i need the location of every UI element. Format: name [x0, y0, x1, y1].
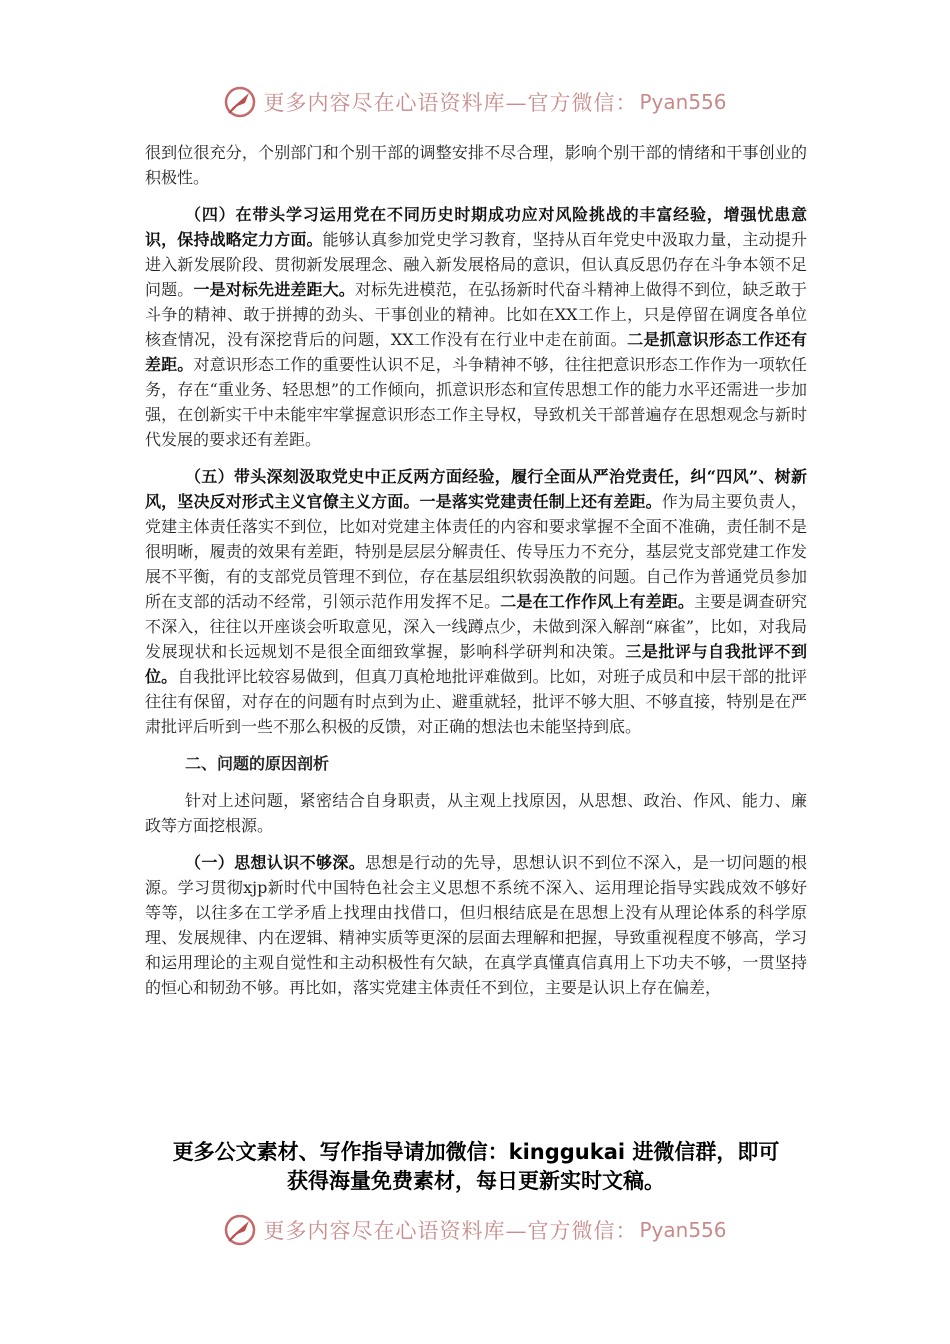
promo-line: 更多公文素材、写作指导请加微信：kinggukai 进微信群，即可 [172, 1140, 780, 1164]
subsection-heading: （一）思想认识不够深。 [185, 853, 366, 872]
document-body [145, 140, 807, 1000]
paragraph: （四）在带头学习运用党在不同历史时期成功应对风险挑战的丰富经验，增强忧患意识，保持战略定力方面。能够认真参加党史学习教育，坚持从百年党史中汲取力量，主动提升进入新发展阶段、贯彻新发展理念、融入新发展格局的意识，但认真反思仍存在斗争本领不足问题。一是对标先进差距大。对标先进模范，在弘扬新时代奋斗精神上做得不到位，缺乏敢于斗争的精神、敢于拼搏的劲头、干事创业的精神。比如在XX工作上，只是停留在调度各单位核查情况，没有深挖背后的问题，XX工作没有在行业中走在前面。二是抓意识形态工作还有差距。对意识形态工作的重要性认识不足，斗争精神不够，往往把意识形态工作作为一项软任务，存在“重业务、轻思想”的工作倾向，抓意识形态和宣传思想工作的能力水平还需进一步加强，在创新实干中未能牢牢掌握意识形态工作主导权，导致机关干部普遍存在思想观念与新时代发展的要求还有差距。 [145, 205, 807, 449]
watermark-account: Pyan556 [639, 1218, 727, 1242]
paragraph: 针对上述问题，紧密结合自身职责，从主观上找原因，从思想、政治、作风、能力、廉政等方面挖根源。 [145, 791, 807, 835]
promo-notice [145, 1138, 807, 1196]
section-heading: 二、问题的原因剖析 [185, 754, 330, 773]
paragraph: （一）思想认识不够深。思想是行动的先导，思想认识不到位不深入，是一切问题的根源。学习贯彻xjp新时代中国特色社会主义思想不系统不深入、运用理论指导实践成效不够好等等，以往多在工学矛盾上找理由找借口，但归根结底是在思想上没有从理论体系的科学原理、发展规律、内在逻辑、精神实质等更深的层面去理解和把握，导致重视程度不够高，学习和运用理论的主观自觉性和主动积极性有欠缺，在真学真懂真信真用上下功夫不够，一贯坚持的恒心和韧劲不够。再比如，落实党建主体责任不到位，主要是认识上存在偏差， [145, 853, 807, 997]
paragraph: （五）带头深刻汲取党史中正反两方面经验，履行全面从严治党责任，纠“四风”、树新风，坚决反对形式主义官僚主义方面。一是落实党建责任制上还有差距。作为局主要负责人，党建主体责任落实不到位，比如对党建主体责任的内容和要求掌握不全面不准确，责任制不是很明晰，履责的效果有差距，特别是层层分解责任、传导压力不充分，基层党支部党建工作发展不平衡，有的支部党员管理不到位，存在基层组织软弱涣散的问题。自己作为普通党员参加所在支部的活动不经常，引领示范作用发挥不足。二是在工作作风上有差距。主要是调查研究不深入，往往以开座谈会听取意见，深入一线蹲点少，未做到深入解剖“麻雀”，比如，对我局发展现状和长远规划不是很全面细致掌握，影响科学研判和决策。三是批评与自我批评不到位。自我批评比较容易做到，但真刀真枪地批评难做到。比如，对班子成员和中层干部的批评往往有保留，对存在的问题有时点到为止、避重就轻，批评不够大胆、不够直接，特别是在严肃批评后听到一些不那么积极的反馈，对正确的想法也未能坚持到底。 [145, 467, 807, 736]
subsection-heading: （四）在带头学习运用党在不同历史时期成功应对风险挑战的丰富经验，增强忧患意识，保持战略定力方面。 [145, 205, 807, 249]
watermark-text: 更多内容尽在心语资料库—官方微信： [263, 91, 638, 115]
watermark-account: Pyan556 [639, 90, 727, 114]
subsection-heading: （五）带头深刻汲取党史中正反两方面经验，履行全面从严治党责任，纠“四风”、树新风，坚决反对形式主义官僚主义方面。 [145, 467, 807, 511]
promo-line: 获得海量免费素材，每日更新实时文稿。 [287, 1169, 665, 1193]
watermark-text: 更多内容尽在心语资料库—官方微信： [263, 1219, 638, 1243]
quill-logo-icon [223, 85, 257, 119]
quill-logo-icon [223, 1213, 257, 1247]
paragraph: 很到位很充分，个别部门和个别干部的调整安排不尽合理，影响个别干部的情绪和干事创业的积极性。 [145, 143, 807, 187]
footer-watermark-banner [0, 1208, 950, 1252]
header-watermark-banner [0, 80, 950, 124]
